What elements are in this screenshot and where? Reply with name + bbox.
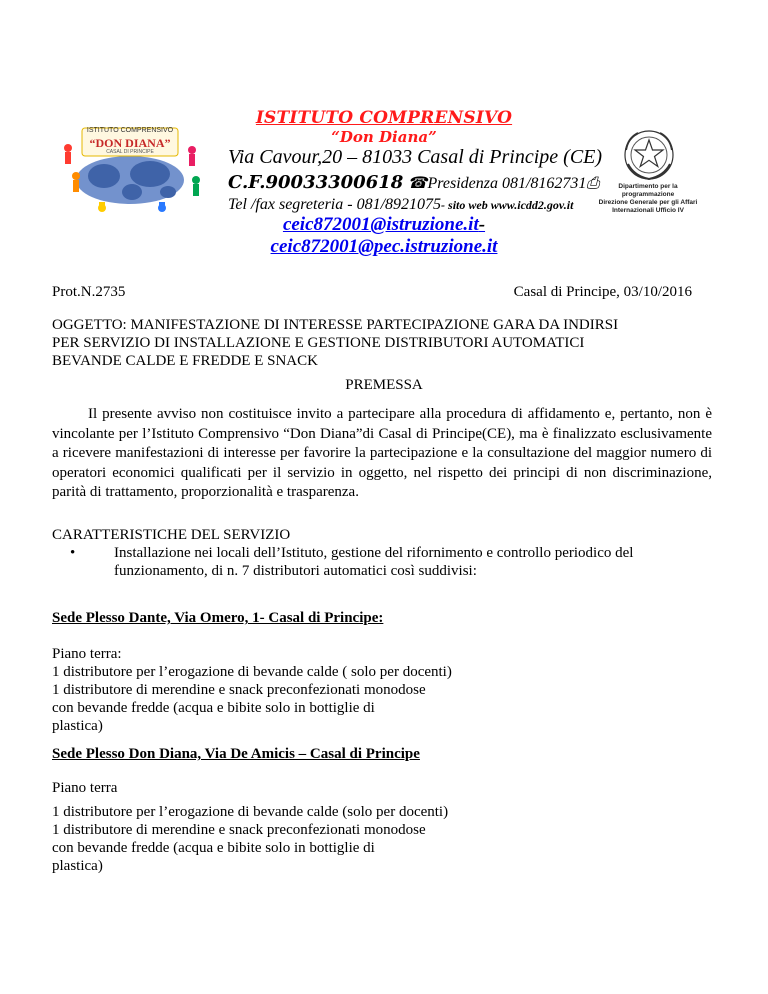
school-title: ISTITUTO COMPRENSIVO [255,108,513,128]
sede-dante-title: Sede Plesso Dante, Via Omero, 1- Casal di Principe: [52,610,384,626]
premessa-heading: PREMESSA [345,377,423,393]
sede-dante-line: 1 distributore per l’erogazione di bevande calde ( solo per docenti) [52,664,452,680]
sede-don-diana-line: 1 distributore di merendine e snack preconfezionati monodose [52,822,426,838]
document-date: Casal di Principe, 03/10/2016 [513,284,692,300]
subject-line: OGGETTO: MANIFESTAZIONE DI INTERESSE PARTECIPAZIONE GARA DA INDIRSI [52,317,619,333]
ministry-caption-line: Direzione Generale per gli Affari [598,199,698,206]
sede-don-diana-floor: Piano terra [52,780,118,796]
sede-don-diana-line: con bevande fredde (acqua e bibite solo in bottiglie di [52,840,375,856]
sede-don-diana-line: 1 distributore per l’erogazione di bevande calde (solo per docenti) [52,804,449,820]
service-features-heading: CARATTERISTICHE DEL SERVIZIO [52,527,291,543]
school-address: Via Cavour,20 – 81033 Casal di Principe (CE) [228,146,603,168]
ministry-caption-line: Internazionali Ufficio IV [612,207,684,214]
subject-line: PER SERVIZIO DI INSTALLAZIONE E GESTIONE DISTRIBUTORI AUTOMATICI [52,335,585,351]
ministry-caption-line: Dipartimento per la [618,183,678,190]
subject-block [52,316,692,370]
premessa-paragraph: Il presente avviso non costituisce invito a partecipare alla procedura di affidamento e, pertanto, non è vincolante per l’Istituto Comprensivo “Don Diana”di Casal di Principe(CE), ma è finalizzato esclusivamente a ricevere manifestazioni di interesse per favorire la partecipazione e la consultazione del maggior numero di operatori economici qualificati per il servizio in oggetto, nel rispetto dei principi di non discriminazione, parità di trattamento, proporzionalità e trasparenza. [52,406,712,500]
sede-dante-line: 1 distributore di merendine e snack preconfezionati monodose [52,682,426,698]
presidenza-phone: ☎Presidenza 081/8162731⎙ [407,175,600,192]
email-separator: - [478,214,486,235]
ministry-caption [594,183,702,215]
email-line [0,214,768,236]
bullet-text: Installazione nei locali dell’Istituto, gestione del rifornimento e controllo periodico del funzionamento, di n. 7 distributori automatici così suddivisi: [114,545,634,579]
sede-dante-line: Piano terra: [52,646,122,662]
republic-emblem-icon [620,128,678,184]
logo-text-sub: CASAL DI PRINCIPE [106,149,154,155]
pec-link[interactable]: ceic872001@pec.istruzione.it [270,236,498,257]
sede-dante-line: con bevande fredde (acqua e bibite solo in bottiglie di [52,700,375,716]
sede-don-diana-title: Sede Plesso Don Diana, Via De Amicis – Casal di Principe [52,746,420,762]
website: - sito web www.icdd2.gov.it [441,198,574,212]
logo-text-main: “DON DIANA” [89,136,171,150]
phone-line [228,196,573,214]
email-link[interactable]: ceic872001@istruzione.it [282,214,479,235]
logo-text-top: ISTITUTO COMPRENSIVO [86,127,174,134]
sede-dante-line: plastica) [52,718,103,734]
school-name: “Don Diana” [331,128,437,146]
secretary-phone: Tel /fax segreteria - 081/8921075 [228,196,442,213]
fiscal-code-line [228,172,599,193]
protocol-number: Prot.N.2735 [52,284,126,300]
fiscal-code: C.F.90033300618 [228,172,404,193]
ministry-caption-line: programmazione [621,191,675,198]
bullet-icon: • [70,545,76,561]
subject-line: BEVANDE CALDE E FREDDE E SNACK [52,353,318,369]
sede-don-diana-line: plastica) [52,858,103,874]
